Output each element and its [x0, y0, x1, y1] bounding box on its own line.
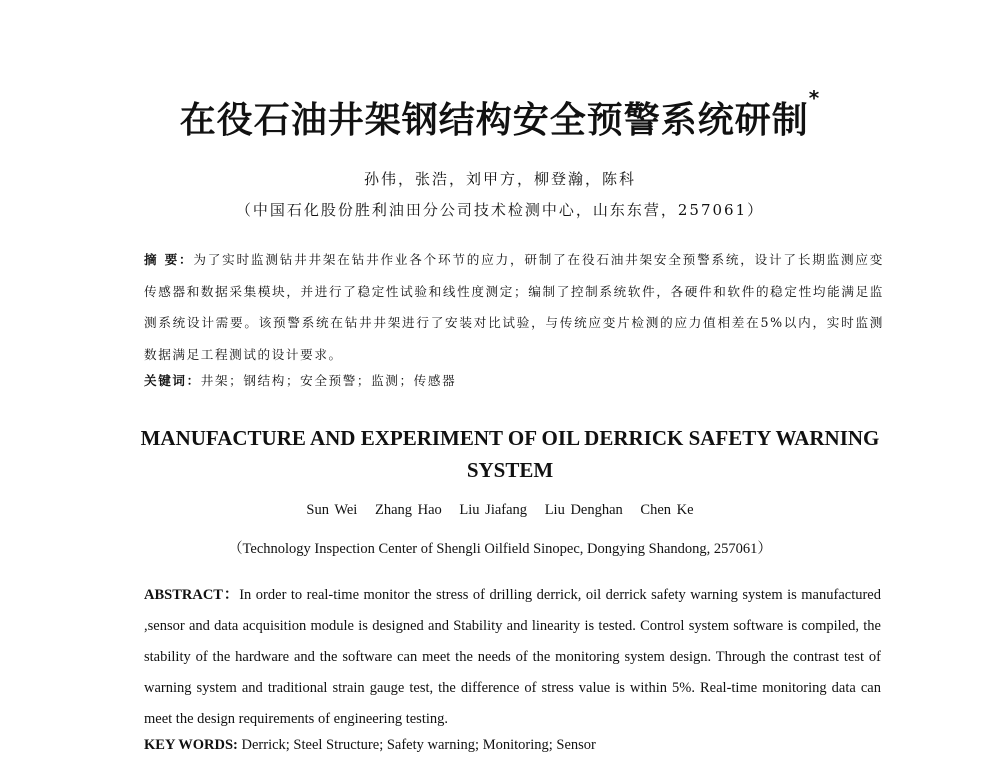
english-abstract-label: ABSTRACT：	[144, 587, 240, 603]
english-affiliation: （Technology Inspection Center of Shengli Oilfield Sinopec, Dongying Shandong, 257061）	[228, 541, 772, 557]
english-keywords-text: Derrick; Steel Structure; Safety warning; Monitoring; Sensor	[237, 737, 596, 753]
chinese-abstract-text: 为了实时监测钻井井架在钻井作业各个环节的应力，研制了在役石油井架安全预警系统，设计了长期监测应变传感器和数据采集模块，并进行了稳定性试验和线性度测定；编制了控制系统软件，各硬件和软件的稳定性均能满足监测系统设计需要。该预警系统在钻井井架进行了安装对比试验，与传统应变片检测的应力值相差在5%以内，实时监测数据满足工程测试的设计要求。	[144, 252, 884, 362]
chinese-keywords-text: 井架；钢结构；安全预警；监测；传感器	[200, 373, 457, 388]
chinese-authors: 孙伟，张浩，刘甲方，柳登瀚，陈科	[363, 170, 636, 188]
english-authors	[0, 502, 1000, 519]
chinese-keywords-label: 关键词：	[144, 373, 201, 388]
english-abstract-text: In order to real-time monitor the stress of drilling derrick, oil derrick safety warning system is manufactured ,sensor and data acquisition module is designed and Stability and linearity is tested. Control system software is compiled, the stability of the hardware and the software can meet the needs of the monitoring system design. Through the contrast test of warning system and traditional strain gauge test, the difference of stress value is within 5%. Real-time monitoring data can meet the design requirements of engineering testing.	[144, 587, 881, 727]
author: Sun Wei	[306, 502, 358, 518]
author: Zhang Hao	[374, 502, 442, 518]
author: Chen Ke	[640, 502, 694, 518]
english-keywords-label: KEY WORDS:	[144, 737, 238, 753]
chinese-keywords	[144, 370, 884, 389]
chinese-title-text: 在役石油井架钢结构安全预警系统研制	[179, 100, 809, 141]
english-title: MANUFACTURE AND EXPERIMENT OF OIL DERRICK SAFETY WARNING SYSTEM	[140, 426, 880, 482]
author: Liu Denghan	[544, 502, 623, 518]
chinese-abstract	[144, 244, 884, 370]
author: Liu Jiafang	[459, 502, 528, 518]
footnote-mark: *	[808, 86, 821, 110]
chinese-affiliation: （中国石化股份胜利油田分公司技术检测中心，山东东营，257061）	[235, 201, 765, 219]
chinese-title	[0, 86, 1000, 143]
chinese-abstract-label: 摘 要：	[144, 252, 194, 267]
english-keywords	[144, 737, 884, 754]
english-abstract	[144, 580, 881, 735]
